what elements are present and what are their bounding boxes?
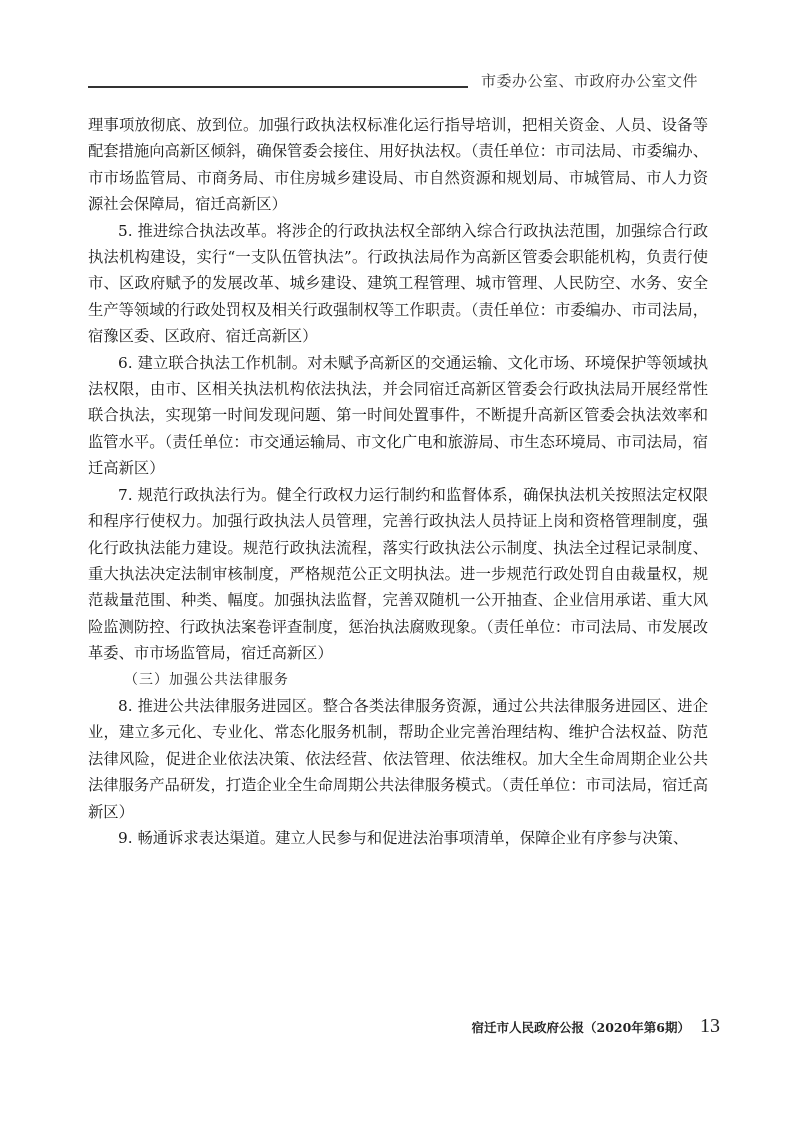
document-body <box>88 112 708 851</box>
publication-source: 宿迁市人民政府公报（2020年第6期） <box>471 1020 690 1035</box>
paragraph-item-5: 5. 推进综合执法改革。将涉企的行政执法权全部纳入综合行政执法范围，加强综合行政执法机构建设，实行“一支队伍管执法”。行政执法局作为高新区管委会职能机构，负责行使市、区政府赋予的发展改革、城乡建设、建筑工程管理、城市管理、人民防空、水务、安全生产等领域的行政处罚权及相关行政强制权等工作职责。（责任单位：市委编办、市司法局，宿豫区委、区政府、宿迁高新区） <box>88 221 708 346</box>
header-title: 市委办公室、市政府办公室文件 <box>480 72 698 90</box>
paragraph-continued: 理事项放彻底、放到位。加强行政执法权标准化运行指导培训，把相关资金、人员、设备等配套措施向高新区倾斜，确保管委会接住、用好执法权。（责任单位：市司法局、市委编办、市市场监管局、市商务局、市住房城乡建设局、市自然资源和规划局、市城管局、市人力资源社会保障局，宿迁高新区） <box>88 116 708 214</box>
paragraph-item-9: 9. 畅通诉求表达渠道。建立人民参与和促进法治事项清单，保障企业有序参与决策、 <box>118 828 689 847</box>
paragraph-item-7: 7. 规范行政执法行为。健全行政权力运行制约和监督体系，确保执法机关按照法定权限和程序行使权力。加强行政执法人员管理，完善行政执法人员持证上岗和资格管理制度，强化行政执法能力建设。规范行政执法流程，落实行政执法公示制度、执法全过程记录制度、重大执法决定法制审核制度，严格规范公正文明执法。进一步规范行政处罚自由裁量权，规范裁量范围、种类、幅度。加强执法监督，完善双随机一公开抽查、企业信用承诺、重大风险监测防控、行政执法案卷评查制度，惩治执法腐败现象。（责任单位：市司法局、市发展改革委、市市场监管局，宿迁高新区） <box>88 485 708 663</box>
paragraph-item-6: 6. 建立联合执法工作机制。对未赋予高新区的交通运输、文化市场、环境保护等领域执法权限，由市、区相关执法机构依法执法，并会同宿迁高新区管委会行政执法局开展经常性联合执法，实现第一时间发现问题、第一时间处置事件，不断提升高新区管委会执法效率和监管水平。（责任单位：市交通运输局、市文化广电和旅游局、市生态环境局、市司法局，宿迁高新区） <box>88 353 708 478</box>
paragraph-item-8: 8. 推进公共法律服务进园区。整合各类法律服务资源，通过公共法律服务进园区、进企业，建立多元化、专业化、常态化服务机制，帮助企业完善治理结构、维护合法权益、防范法律风险，促进企业依法决策、依法经营、依法管理、依法维权。加大全生命周期企业公共法律服务产品研发，打造企业全生命周期公共法律服务模式。（责任单位：市司法局，宿迁高新区） <box>88 696 708 821</box>
section-heading-3: （三）加强公共法律服务 <box>124 671 289 688</box>
header-rule <box>88 86 468 88</box>
page-number: 13 <box>700 1015 720 1037</box>
page-footer <box>460 1016 720 1036</box>
